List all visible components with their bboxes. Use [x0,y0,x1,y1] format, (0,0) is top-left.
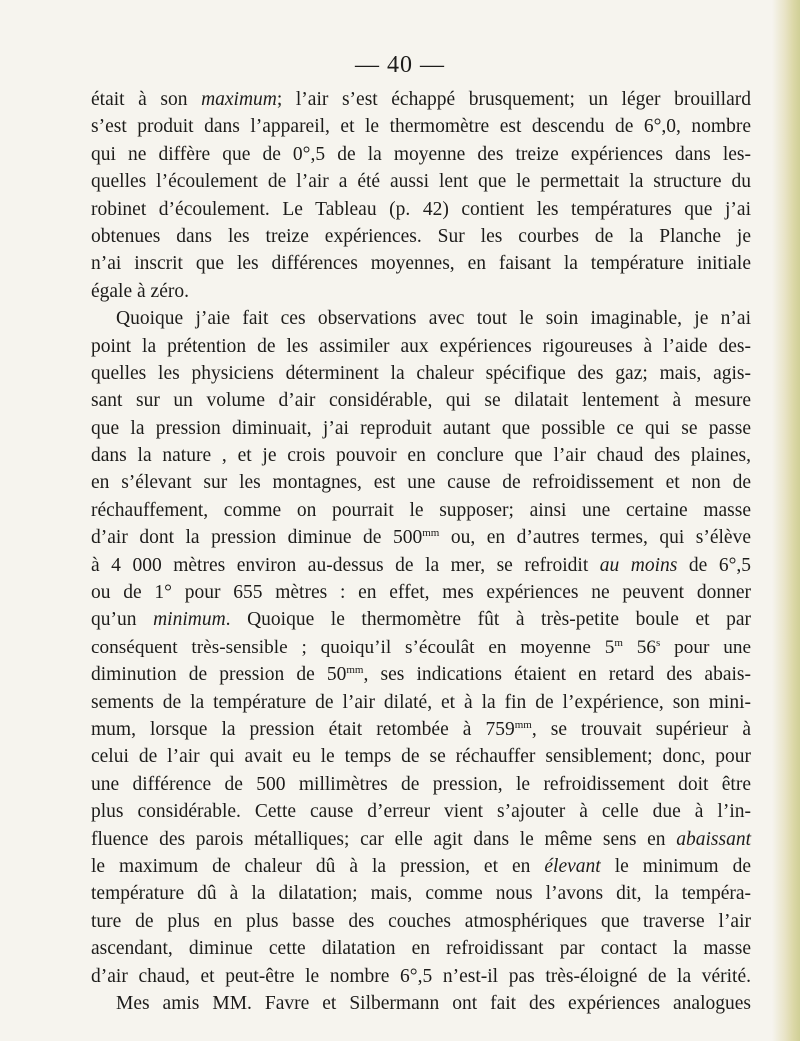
text-line [91,168,751,195]
text-line [91,524,751,551]
text-line [91,606,751,633]
text-span: plus considérable. Cette cause d’erreur vient s’ajouter à celle due à l’in- [91,801,751,823]
italic-span: maximum [201,89,277,110]
text-span: était à son [91,89,202,110]
text-span: de 6°,5 [677,554,751,576]
superscript-unit: mm [346,664,364,677]
text-line [91,826,751,853]
text-span: le maximum de chaleur dû à la pression, et en [91,855,545,877]
text-line [91,963,751,990]
text-span: robinet d’écoulement. Le Tableau (p. 42) contient les températures que j’ai [91,198,751,220]
text-line [91,305,751,332]
text-line [91,935,751,962]
page-number: — 40 — [355,52,445,78]
text-span: d’air chaud, et peut-être le nombre 6°,5 n’est-il pas très-éloigné de la vérité. [91,965,751,987]
text-line [91,415,751,442]
text-span: en s’élevant sur les montagnes, est une cause de refroidissement et non de [91,472,751,494]
text-line [91,661,751,688]
italic-span: élevant [544,855,601,877]
text-span: . Quoique le thermomètre fût à très-petite boule et par [225,609,751,631]
text-line [91,880,751,907]
text-line [91,387,751,414]
text-line [91,579,751,606]
text-line [91,360,751,387]
italic-span: abaissant [676,828,751,850]
text-line [91,853,751,880]
text-line [91,689,751,716]
text-span: , ses indications étaient en retard des abais- [363,664,751,686]
page-edge-shadow [772,0,800,1041]
text-span: conséquent très-sensible ; quoiqu’il s’écoulât en moyenne 5 [91,636,615,658]
text-span: réchauffement, comme on pourrait le supposer; ainsi une certaine masse [91,499,751,521]
text-line [91,141,751,168]
text-line [91,113,751,140]
text-span: point la prétention de les assimiler aux expériences rigoureuses à l’aide des- [91,335,751,357]
text-span: quelles les physiciens déterminent la chaleur spécifique des gaz; mais, agis- [91,362,751,384]
text-line [91,278,751,305]
text-line [91,908,751,935]
superscript-unit: m [614,636,623,649]
text-span: obtenues dans les treize expériences. Sur les courbes de la Planche je [91,225,751,247]
superscript-unit: mm [422,527,440,540]
text-line [91,716,751,743]
superscript-unit: s [655,636,661,649]
text-line [91,86,751,113]
text-line [91,333,751,360]
text-line [91,552,751,579]
text-span: sements de la température de l’air dilaté, et à la fin de l’expérience, son mini- [91,691,751,713]
text-span: n’ai inscrit que les différences moyennes, en faisant la température initiale [91,253,751,275]
text-span: quelles l’écoulement de l’air a été aussi lent que le permettait la structure du [91,171,751,193]
italic-span: au moins [599,554,678,576]
text-span: sant sur un volume d’air considérable, qui se dilatait lentement à mesure [91,390,751,412]
text-span: celui de l’air qui avait eu le temps de se réchauffer sensiblement; donc, pour [91,746,751,768]
text-span: fluence des parois métalliques; car elle agit dans le même sens en [91,828,677,850]
text-span: d’air dont la pression diminue de 500 [91,527,423,549]
text-line [91,990,751,1017]
text-span: ou, en d’autres termes, qui s’élève [439,527,751,549]
body-text [91,86,751,1017]
text-span: ture de plus en plus basse des couches atmosphériques que traverse l’air [91,910,751,932]
text-span: pour une [660,636,751,658]
superscript-unit: mm [514,718,532,731]
text-line [91,442,751,469]
italic-span: minimum [153,609,226,631]
text-span: température dû à la dilatation; mais, comme nous l’avons dit, la tempéra- [91,883,751,905]
text-span: le minimum de [600,855,751,877]
text-span: Mes amis MM. Favre et Silbermann ont fait des expériences analogues [116,992,751,1014]
text-span: dans la nature , et je crois pouvoir en conclure que l’air chaud des plaines, [91,445,751,467]
text-span: à 4 000 mètres environ au-dessus de la mer, se refroidit [91,554,600,576]
text-span: qu’un [91,609,154,631]
text-span: ; l’air s’est échappé brusquement; un léger brouillard [276,89,751,110]
text-span: 56 [622,636,656,658]
text-line [91,771,751,798]
text-line [91,469,751,496]
text-line [91,196,751,223]
text-span: , se trouvait supérieur à [531,718,751,740]
text-line [91,798,751,825]
text-line [91,743,751,770]
text-span: une différence de 500 millimètres de pression, le refroidissement doit être [91,773,751,795]
text-line [91,497,751,524]
text-line [91,223,751,250]
text-span: que la pression diminuait, j’ai reproduit autant que possible ce qui se passe [91,417,751,439]
text-line [91,634,751,661]
text-span: qui ne diffère que de 0°,5 de la moyenne des treize expériences dans les- [91,143,751,165]
text-span: s’est produit dans l’appareil, et le thermomètre est descendu de 6°,0, nombre [91,116,751,138]
text-span: Quoique j’aie fait ces observations avec tout le soin imaginable, je n’ai [116,308,751,330]
text-span: diminution de pression de 50 [91,664,347,686]
text-span: ou de 1° pour 655 mètres : en effet, mes expériences ne peuvent donner [91,582,751,604]
text-span: mum, lorsque la pression était retombée à 759 [91,718,515,740]
text-line [91,250,751,277]
text-span: ascendant, diminue cette dilatation en refroidissant par contact la masse [91,938,751,960]
text-span: égale à zéro. [91,280,189,302]
